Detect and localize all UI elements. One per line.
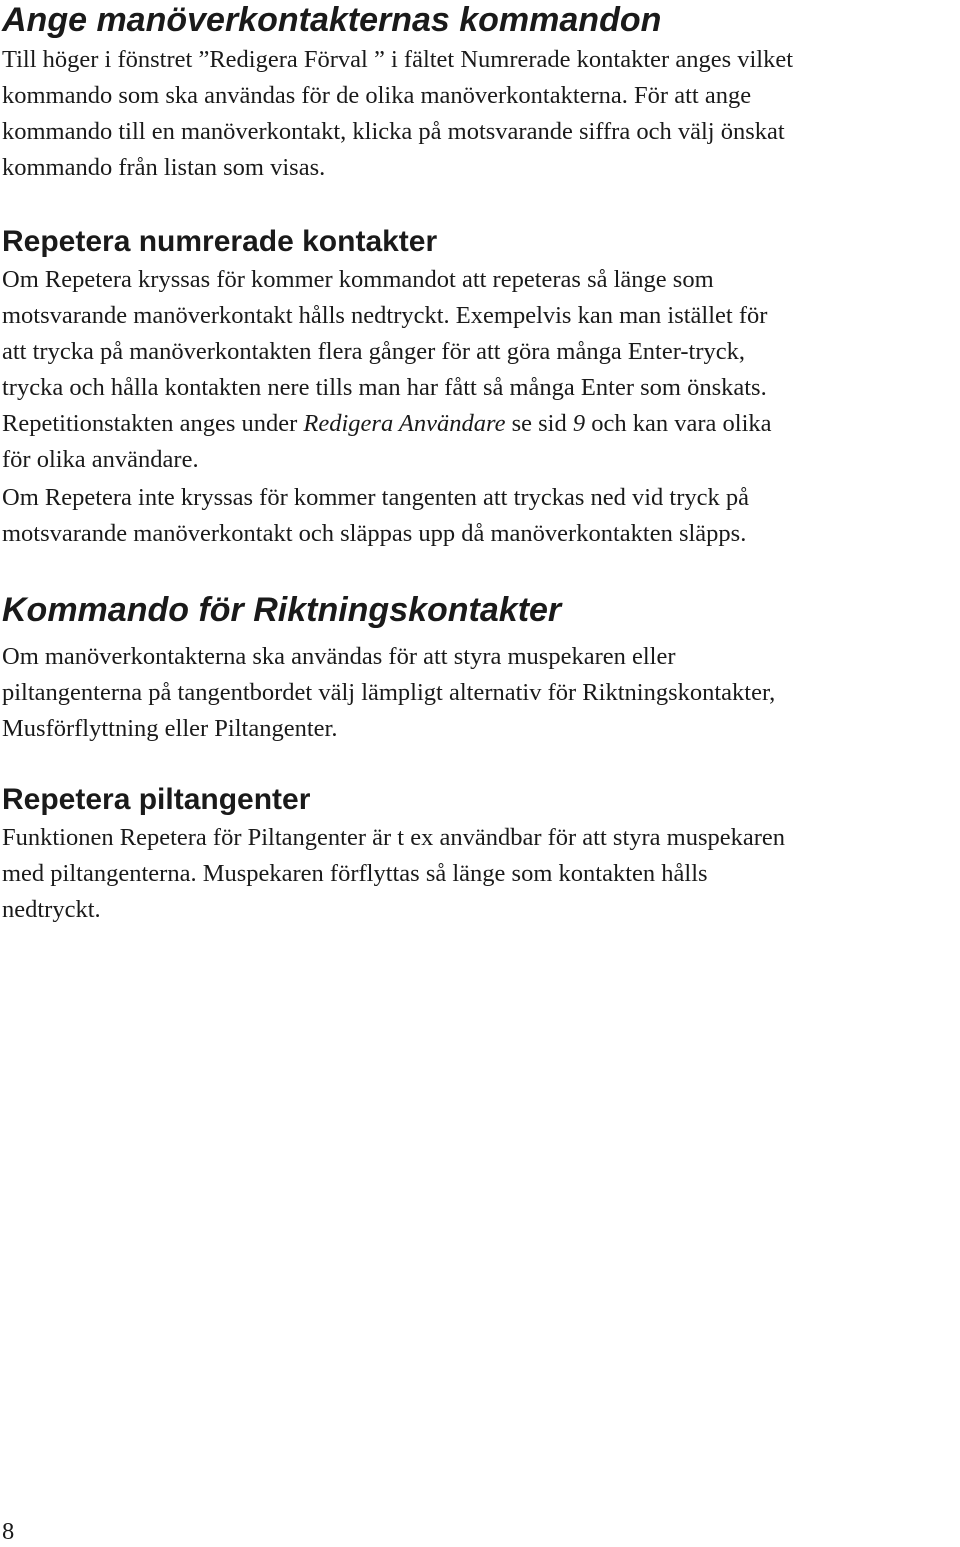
reference-page-number: 9 [572,410,586,437]
text-line: Musförflyttning eller Piltangenter. [2,715,338,742]
paragraph-riktningskontakter [2,639,775,747]
paragraph-intro [2,42,793,186]
page-number: 8 [2,1518,15,1545]
text-line: motsvarande manöverkontakt hålls nedtryckt. Exempelvis kan man istället för [2,302,768,329]
heading-repetera-numrerade: Repetera numrerade kontakter [2,225,438,258]
paragraph-repetera-numrerade [2,262,772,478]
text-fragment: Repetitionstakten anges under [2,410,304,437]
text-line-reference [2,406,772,442]
text-line: kommando som ska användas för de olika manöverkontakterna. För att ange [2,82,752,109]
text-fragment: se sid [505,410,573,437]
reference-redigera-anvandare: Redigera Användare [303,410,506,437]
text-fragment: och kan vara olika [585,410,772,437]
text-line: Om Repetera kryssas för kommer kommandot att repeteras så länge som [2,266,714,293]
text-line: Om manöverkontakterna ska användas för att styra muspekaren eller [2,643,676,670]
text-line: att trycka på manöverkontakten flera gånger för att göra många Enter-tryck, [2,338,746,365]
text-line: kommando från listan som visas. [2,154,326,181]
text-line: nedtryckt. [2,896,101,923]
heading-kommando-riktningskontakter: Kommando för Riktningskontakter [2,591,562,629]
heading-ange-kommandon: Ange manöverkontakternas kommandon [2,1,662,39]
text-line: piltangenterna på tangentbordet välj lämpligt alternativ för Riktningskontakter, [2,679,776,706]
text-line: trycka och hålla kontakten nere tills man har fått så många Enter som önskats. [2,374,767,401]
paragraph-repetera-not-checked [2,480,749,552]
heading-repetera-piltangenter: Repetera piltangenter [2,783,311,816]
text-line: med piltangenterna. Muspekaren förflyttas så länge som kontakten hålls [2,860,708,887]
text-line: Funktionen Repetera för Piltangenter är t ex användbar för att styra muspekaren [2,824,786,851]
text-line: kommando till en manöverkontakt, klicka på motsvarande siffra och välj önskat [2,118,785,145]
text-line: Om Repetera inte kryssas för kommer tangenten att tryckas ned vid tryck på [2,484,750,511]
text-line: för olika användare. [2,446,199,473]
text-line: Till höger i fönstret ”Redigera Förval ” i fältet Numrerade kontakter anges vilket [2,46,794,73]
paragraph-repetera-piltangenter [2,820,785,928]
text-line: motsvarande manöverkontakt och släppas upp då manöverkontakten släpps. [2,520,747,547]
